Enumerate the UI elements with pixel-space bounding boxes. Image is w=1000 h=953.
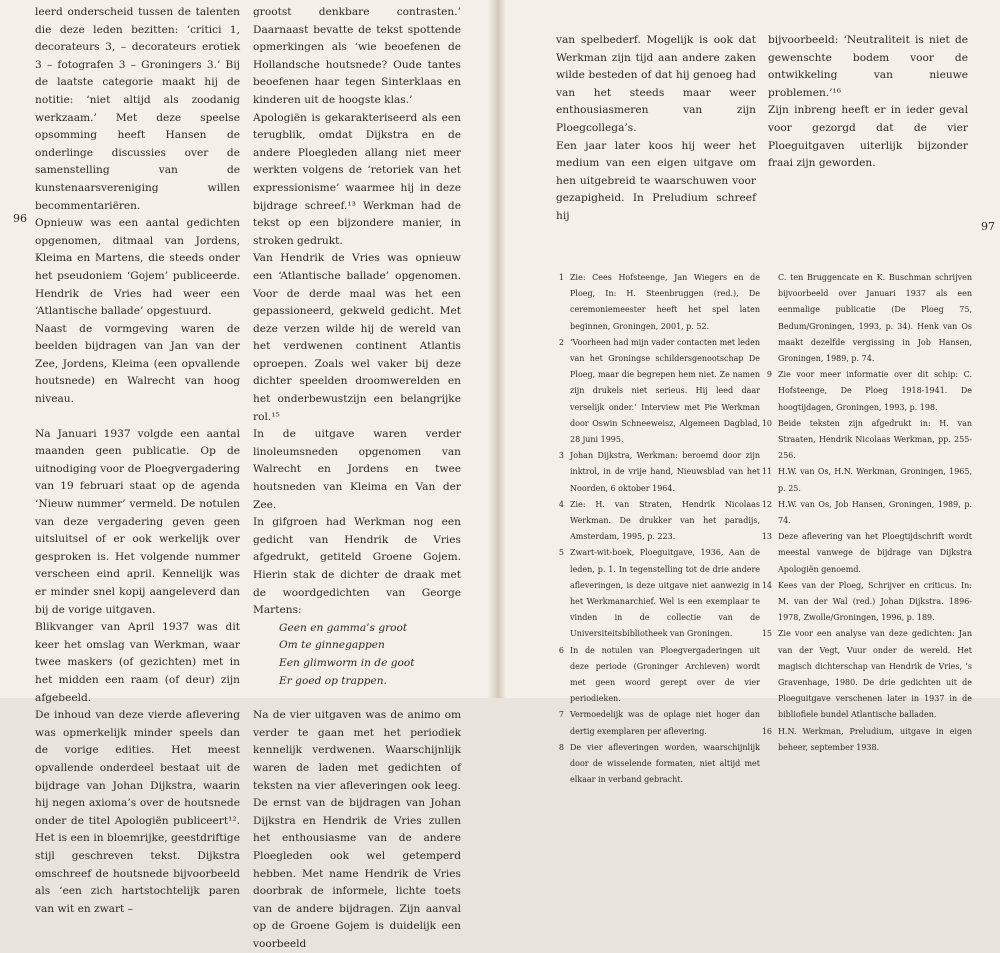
footnote-text: ‘Voorheen had mijn vader contacten met leden van het Groningse schildersgenootschap De Ploeg, maar die begrepen hem niet. Ze namen zijn drukels niet serieus. Hij leed daar verselijk onder.’ Interview met Pie Werkman door Oswin Schneeweisz, Algemeen Dagblad, 28 juni 1995. <box>570 337 760 445</box>
footnote-number: 5 <box>558 548 564 558</box>
footnote-text: Zie: Cees Hofsteenge, Jan Wiegers en de Ploeg, In: H. Steenbruggen (red.), De ceremoniemeester heeft het spel laten beginnen, Groningen, 2001, p. 52. <box>570 273 760 331</box>
paragraph: In gifgroen had Werkman nog een gedicht van Hendrik de Vries afgedrukt, getiteld Groene Gojem. Hierin stak de dichter de draak met de woordgedichten van George Martens: <box>253 516 461 617</box>
footnote <box>550 740 760 789</box>
footnote <box>758 529 972 578</box>
book-gutter <box>488 0 506 698</box>
footnote-number: 2 <box>558 337 564 347</box>
footnote <box>758 578 972 627</box>
footnote-text: Zie voor een analyse van deze gedichten: Jan van der Vegt, Vuur onder de wereld. Het magisch dichterschap van Hendrik de Vries, ’s Gravenhage, 1980. De drie gedichten uit de Ploeguitgave verschenen later in 1937 in de bibliofiele bundel Atlantische balladen. <box>778 629 972 720</box>
right-column-2 <box>768 32 968 170</box>
footnote-text: Zie voor meer informatie over dit schip: C. Hofsteenge, De Ploeg 1918-1941. De hoogtijdagen, Groningen, 1993, p. 198. <box>778 370 972 412</box>
paragraph: Zijn inbreng heeft er in ieder geval voor gezorgd dat de vier Ploeguitgaven uiterlijk bijzonder fraai zijn geworden. <box>768 104 968 170</box>
footnote-number: 13 <box>761 532 772 542</box>
footnote-text: Zie: H. van Straten, Hendrik Nicolaas Werkman. De drukker van het paradijs, Amsterdam, 1995, p. 223. <box>570 499 760 542</box>
footnote-text: H.W. van Os, Job Hansen, Groningen, 1989, p. 74. <box>778 499 972 526</box>
footnote <box>550 545 760 642</box>
footnote-number: 11 <box>761 467 772 477</box>
footnote-number: 12 <box>761 499 772 509</box>
page-number-right: 97 <box>981 220 995 233</box>
page-number-left: 96 <box>13 212 27 225</box>
footnote-text: H.W. van Os, H.N. Werkman, Groningen, 1965, p. 25. <box>778 467 972 493</box>
footnote <box>550 448 760 497</box>
footnote-number: 4 <box>558 499 564 509</box>
footnote-text: De vier afleveringen worden, waarschijnlijk door de wisselende formaten, niet altijd met elkaar in verband gebracht. <box>570 742 760 785</box>
footnotes-left <box>550 270 760 785</box>
footnote-number: 10 <box>761 418 772 428</box>
footnote <box>758 367 972 416</box>
paragraph: Na de vier uitgaven was de animo om verder te gaan met het periodiek kennelijk verdwenen. Waarschijnlijk waren de laden met gedichten of teksten na vier afleveringen ook leeg. De ernst van de bijdragen van Johan Dijkstra en Hendrik de Vries zullen het enthousiasme van de andere Ploegleden ook wel getemperd hebben. Met name Hendrik de Vries doorbrak de informele, lichte toets van de andere bijdragen. Zijn aanval op de Groene Gojem is duidelijk een voorbeeld <box>253 709 461 950</box>
footnote-number: 7 <box>558 710 564 720</box>
paragraph: van spelbederf. Mogelijk is ook dat Werkman zijn tijd aan andere zaken wilde besteden of dat hij genoeg had van het steeds maar weer enthousiasmeren van zijn Ploegcollega’s. <box>556 34 756 134</box>
paragraph: bijvoorbeeld: ‘Neutraliteit is niet de gewenschte bodem voor de ontwikkeling van nieuwe problemen.’¹⁶ <box>768 34 968 99</box>
footnote-text: In de notulen van Ploegvergaderingen uit deze periode (Groninger Archieven) wordt met geen woord gerept over de vier periodieken. <box>570 645 760 704</box>
footnote <box>550 270 760 335</box>
footnote <box>758 416 972 465</box>
footnote-number: 16 <box>761 726 772 736</box>
footnote <box>550 335 760 448</box>
poem-line: Er goed op trappen. <box>279 674 387 687</box>
footnote-text: Johan Dijkstra, Werkman: beroemd door zijn inktrol, in de vrije hand, Nieuwsblad van het Noorden, 6 oktober 1964. <box>570 451 760 493</box>
poem-line: Om te ginnegappen <box>279 639 385 652</box>
paragraph: Naast de vormgeving waren de beelden bijdragen van Jan van der Zee, Jordens, Kleima (een opvallende houtsnede) en Walrecht van hoog niveau. <box>35 322 240 406</box>
right-page <box>500 0 1000 785</box>
paragraph: Blikvanger van April 1937 was dit keer het omslag van Werkman, waar twee maskers (of gezichten) met in het midden een raam (of deur) zijn afgebeeld. <box>35 621 240 704</box>
paragraph: Opnieuw was een aantal gedichten opgenomen, ditmaal van Jordens, Kleima en Martens, die steeds onder het pseudoniem ‘Gojem’ publiceerde. Hendrik de Vries had weer een ‘Atlantische ballade’ opgestuurd. <box>35 217 240 318</box>
footnote <box>550 643 760 708</box>
footnote <box>758 626 972 723</box>
footnote-text: H.N. Werkman, Preludium, uitgave in eigen beheer, september 1938. <box>778 726 972 752</box>
footnote-text: Vermoedelijk was de oplage niet hoger dan dertig exemplaren per aflevering. <box>570 710 760 736</box>
footnote <box>550 497 760 546</box>
paragraph: grootst denkbare contrasten.’ Daarnaast bevatte de tekst spottende opmerkingen als ‘wie beoefenen de Hollandsche houtsnede? Oude tantes beoefenen haar tegen Sinterklaas en kinderen uit de hoogste klas.’ <box>253 6 461 106</box>
footnote-text: Deze aflevering van het Ploegtijdschrift wordt meestal vanwege de bijdrage van Dijkstra Apologiën genoemd. <box>778 532 972 574</box>
poem-line: Geen en gamma’s groot <box>279 621 408 634</box>
footnote-number: 15 <box>761 629 772 639</box>
footnote-text: C. ten Bruggencate en K. Buschman schrijven bijvoorbeeld over Januari 1937 als een eenmalige publicatie (De Ploeg 75, Bedum/Groningen, 1993, p. 34). Henk van Os maakt dezelfde vergissing in Job Hansen, Groningen, 1989, p. 74. <box>778 273 972 364</box>
left-page <box>0 0 494 950</box>
footnotes-right <box>758 270 972 752</box>
footnote-number: 14 <box>761 580 772 590</box>
paragraph: Een jaar later koos hij weer het medium van een eigen uitgave om hen uitgebreid te waarschuwen voor gezapigheid. In Preludium schreef hij <box>556 139 756 222</box>
footnote-text: Beide teksten zijn afgedrukt in: H. van Straaten, Hendrik Nicolaas Werkman, pp. 255-256. <box>778 418 972 461</box>
footnote <box>758 464 972 496</box>
left-column-1 <box>35 4 240 915</box>
left-column-2 <box>253 4 461 950</box>
footnote <box>758 724 972 756</box>
paragraph: In de uitgave waren verder linoleumsneden opgenomen van Walrecht en Jordens en twee houtsneden van Kleima en Van der Zee. <box>253 428 461 511</box>
paragraph: Van Hendrik de Vries was opnieuw een ‘Atlantische ballade’ opgenomen. Voor de derde maal was het een gepassioneerd, gekweld gedicht. Met deze verzen wilde hij de wereld van het verdwenen continent Atlantis oproepen. Zoals wel vaker bij deze dichter speelden droomwerelden en het onderbewustzijn een belangrijke rol.¹⁵ <box>253 252 461 423</box>
footnote-text: Zwart-wit-boek, Ploeguitgave, 1936, Aan de leden, p. 1. In tegenstelling tot de drie andere afleveringen, is deze uitgave niet aanwezig in het Werkmanarchief. Wel is een exemplaar te vinden in de collectie van de Universiteitsbibliotheek van Groningen. <box>570 548 760 639</box>
footnote-number: 3 <box>558 451 564 461</box>
footnote-number: 1 <box>558 273 564 282</box>
footnote <box>550 707 760 739</box>
footnote-number: 6 <box>558 645 564 655</box>
footnote-number: 9 <box>766 370 772 380</box>
paragraph: leerd onderscheid tussen de talenten die deze leden bezitten: ‘critici 1, decorateurs 3, – decorateurs erotiek 3 – fotografen 3 – Groningers 3.’ Bij de laatste categorie maakt hij de notitie: ‘niet altijd als zoodanig werkzaam.’ Met deze speelse opsomming heeft Hansen de onderlinge discussies over de samenstelling van de kunstenaarsvereniging willen becommentariëren. <box>35 6 240 212</box>
footnote-number: 8 <box>558 742 564 752</box>
footnote <box>758 270 972 367</box>
paragraph: De inhoud van deze vierde aflevering was opmerkelijk minder speels dan de vorige edities. Het meest opvallende onderdeel bestaat uit de bijdrage van Johan Dijkstra, waarin hij negen axioma’s over de houtsnede onder de titel Apologiën publiceert¹². Het is een in bloemrijke, geestdriftige stijl geschreven tekst. Dijkstra omschreef de houtsnede bijvoorbeeld als ‘een zich hartstochtelijk paren van wit en zwart – <box>35 709 240 915</box>
right-column-1 <box>556 32 756 222</box>
paragraph: Na Januari 1937 volgde een aantal maanden geen publicatie. Op de uitnodiging voor de Ploegvergadering van 19 februari staat op de agenda ‘Nieuw nummer’ vermeld. De notulen van deze vergadering geven geen uitsluitsel of er ook werkelijk over gesproken is. Het volgende nummer verscheen eind april. Kennelijk was er minder snel kopij aangeleverd dan bij de vorige uitgaven. <box>35 427 240 616</box>
footnote <box>758 497 972 529</box>
paragraph: Apologiën is gekarakteriseerd als een terugblik, omdat Dijkstra en de andere Ploegleden allang niet meer werkten volgens de ‘retoriek van het expressionisme’ waarmee hij in deze bijdrage schreef.¹³ Werkman had de tekst op een bijzondere manier, in stroken gedrukt. <box>253 111 461 247</box>
footnote-text: Kees van der Ploeg, Schrijver en criticus. In: M. van der Wal (red.) Johan Dijkstra. 1896-1978, Zwolle/Groningen, 1996, p. 189. <box>778 580 972 623</box>
poem-line: Een glimworm in de goot <box>279 656 415 669</box>
